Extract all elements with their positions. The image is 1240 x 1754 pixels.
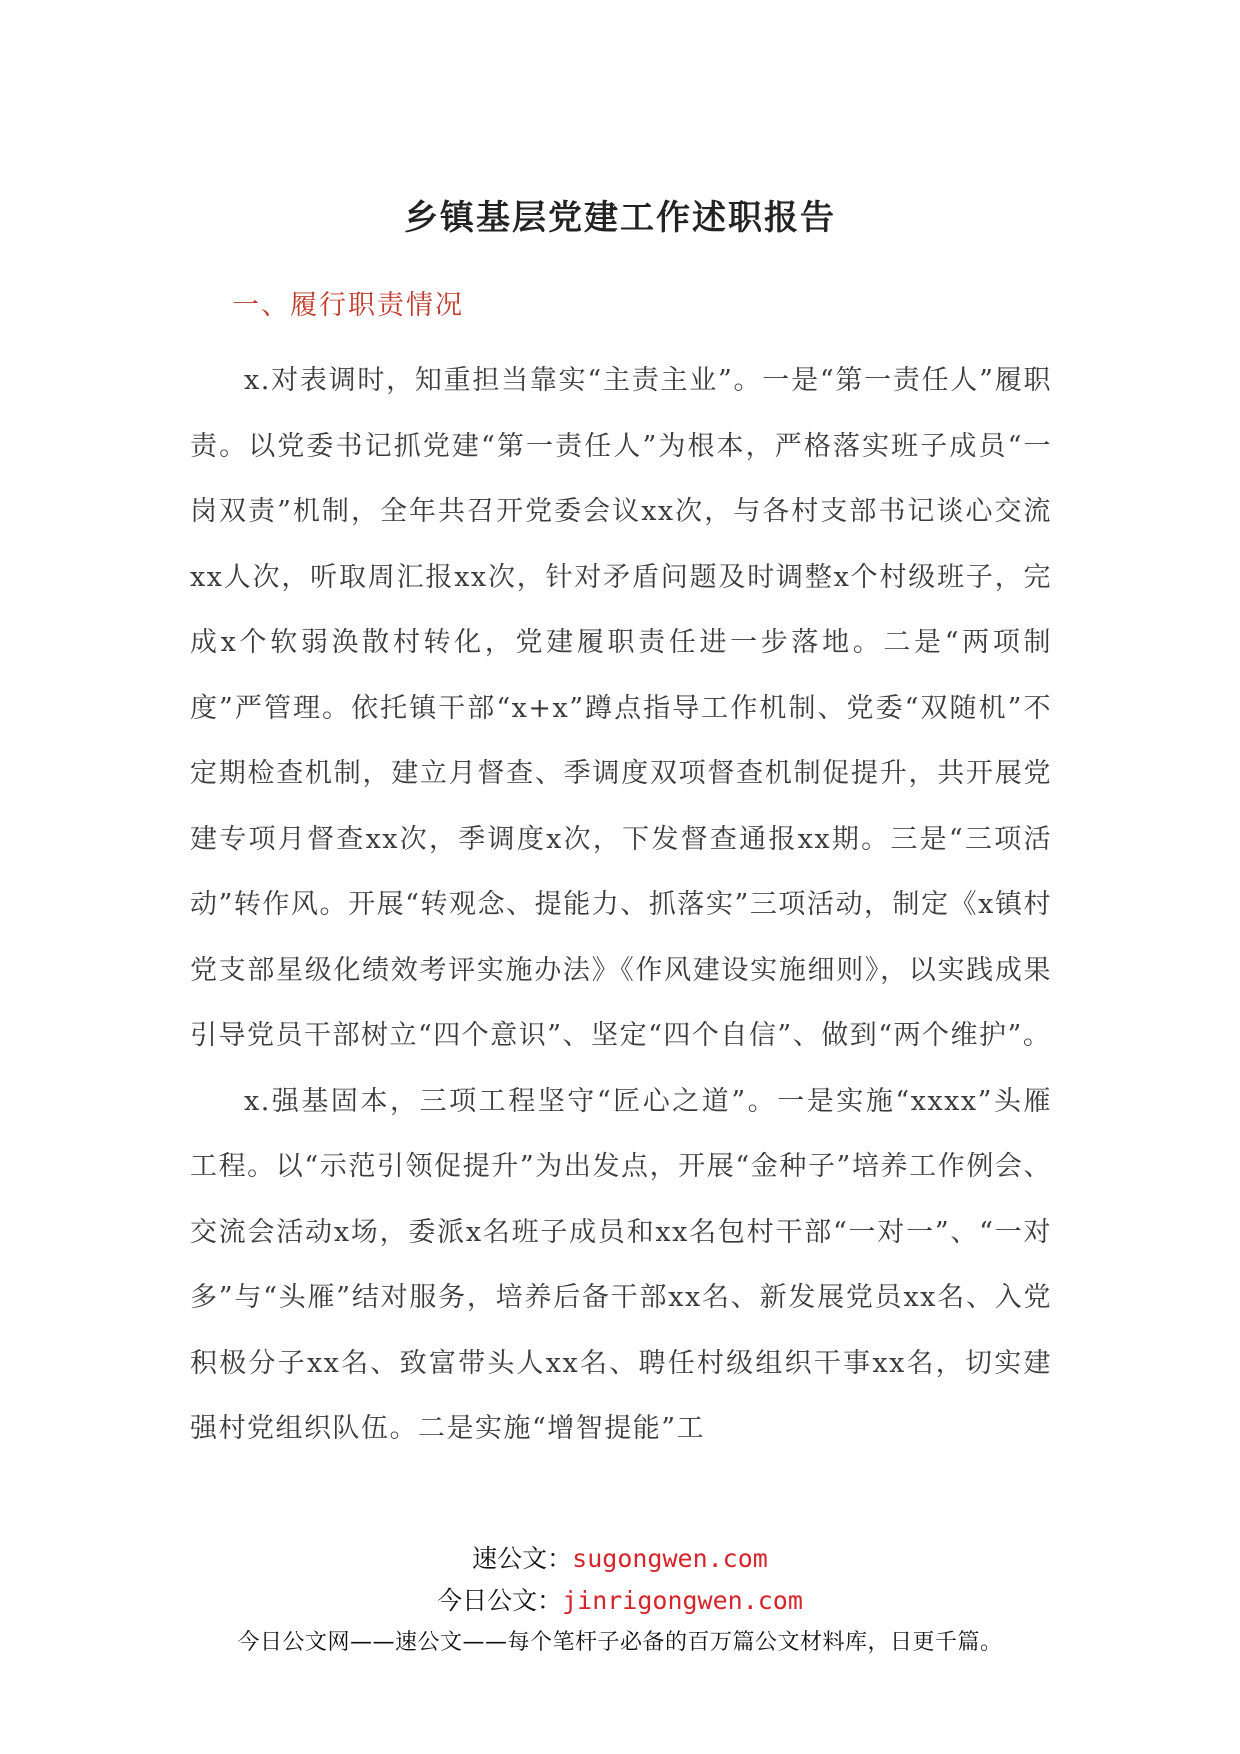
paragraph-1: x.对表调时，知重担当靠实“主责主业”。一是“第一责任人”履职责。以党委书记抓党建“第一责任人”为根本，严格落实班子成员“一岗双责”机制，全年共召开党委会议xx次，与各村支部书记谈心交流xx人次，听取周汇报xx次，针对矛盾问题及时调整x个村级班子，完成x个软弱涣散村转化，党建履职责任进一步落地。二是“两项制度”严管理。依托镇干部“x+x”蹲点指导工作机制、党委“双随机”不定期检查机制，建立月督查、季调度双项督查机制促提升，共开展党建专项月督查xx次，季调度x次，下发督查通报xx期。三是“三项活动”转作风。开展“转观念、提能力、抓落实”三项活动，制定《x镇村党支部星级化绩效考评实施办法》《作风建设实施细则》，以实践成果引导党员干部树立“四个意识”、坚定“四个自信”、做到“两个维护”。 — [190, 365, 1052, 1051]
footer — [0, 1541, 1240, 1659]
footer-label-jinrigongwen: 今日公文： — [437, 1586, 563, 1615]
footer-line-sugongwen — [0, 1541, 1240, 1577]
document-body — [190, 348, 1052, 1462]
footer-link-sugongwen[interactable]: sugongwen.com — [572, 1544, 768, 1573]
footer-link-jinrigongwen[interactable]: jinrigongwen.com — [562, 1586, 803, 1615]
document-title: 乡镇基层党建工作述职报告 — [404, 198, 836, 238]
footer-slogan: 今日公文网——速公文——每个笔杆子必备的百万篇公文材料库，日更千篇。 — [237, 1630, 1003, 1655]
footer-label-sugongwen: 速公文： — [472, 1544, 573, 1573]
paragraph-2: x.强基固本，三项工程坚守“匠心之道”。一是实施“xxxx”头雁工程。以“示范引领促提升”为出发点，开展“金种子”培养工作例会、交流会活动x场，委派x名班子成员和xx名包村干部“一对一”、“一对多”与“头雁”结对服务，培养后备干部xx名、新发展党员xx名、入党积极分子xx名、致富带头人xx名、聘任村级组织干事xx名，切实建强村党组织队伍。二是实施“增智提能”工 — [190, 1085, 1052, 1444]
footer-line-jinrigongwen — [0, 1583, 1240, 1619]
section-heading: 一、履行职责情况 — [232, 290, 464, 321]
